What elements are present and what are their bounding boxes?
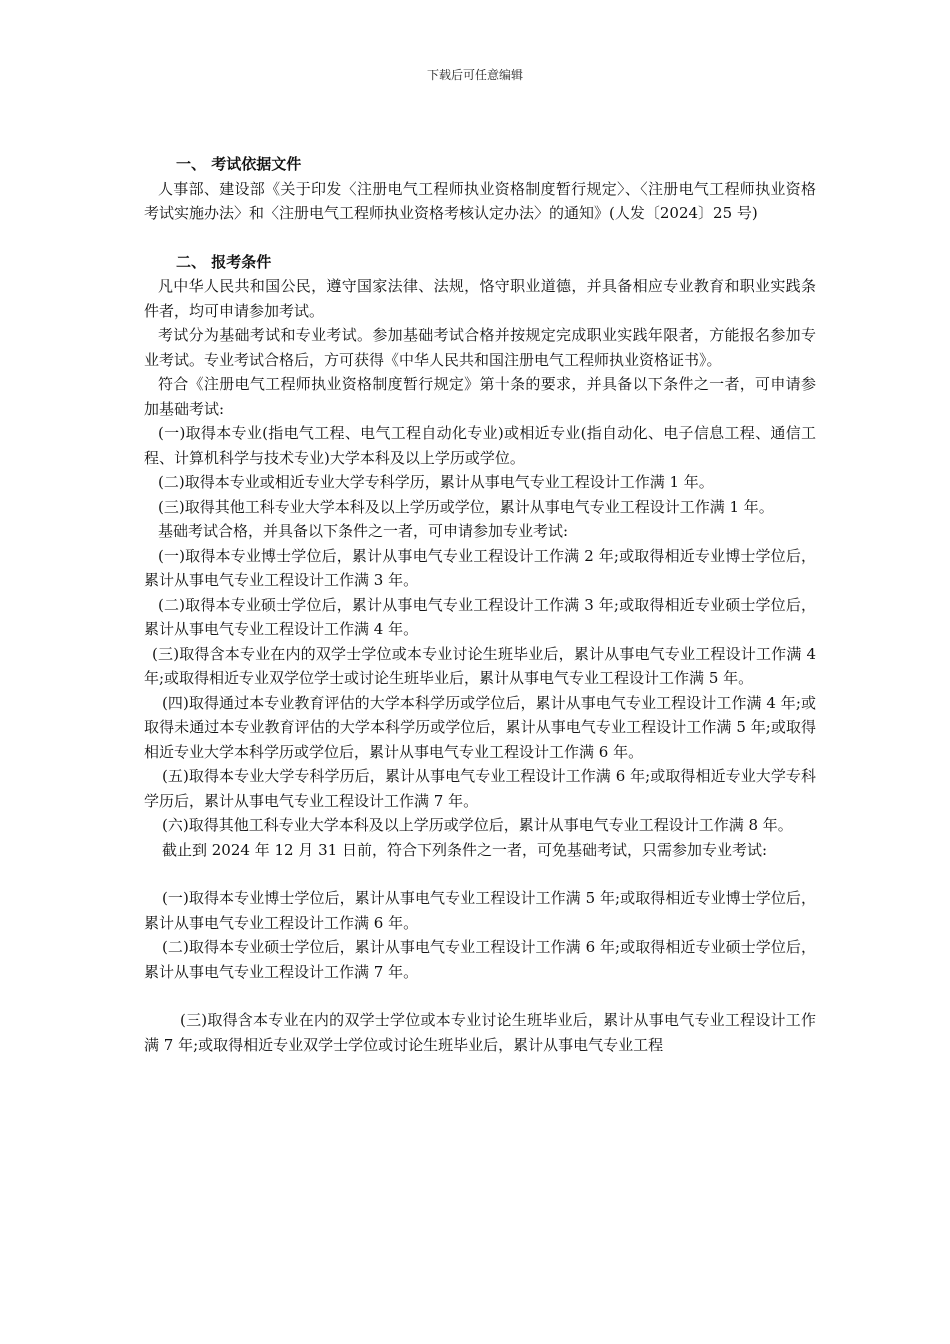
paragraph-eligibility: 凡中华人民共和国公民，遵守国家法律、法规，恪守职业道德，并具备相应专业教育和职业实践条件者，均可申请参加考试。	[144, 277, 816, 320]
professional-condition-2: (二)取得本专业硕士学位后，累计从事电气专业工程设计工作满 3 年;或取得相近专业硕士学位后，累计从事电气专业工程设计工作满 4 年。	[144, 595, 816, 638]
paragraph-basic-exam-intro: 符合《注册电气工程师执业资格制度暂行规定》第十条的要求，并具备以下条件之一者，可申请参加基础考试:	[144, 375, 816, 418]
paragraph-exam-structure: 考试分为基础考试和专业考试。参加基础考试合格并按规定完成职业实践年限者，方能报名参加专业考试。专业考试合格后，方可获得《中华人民共和国注册电气工程师执业资格证书》。	[144, 326, 816, 369]
spacer	[144, 226, 816, 250]
spacer	[144, 984, 816, 1008]
document-body	[144, 152, 816, 1057]
professional-condition-3: (三)取得含本专业在内的双学士学位或本专业讨论生班毕业后，累计从事电气专业工程设计工作满 4 年;或取得相近专业双学位学士或讨论生班毕业后，累计从事电气专业工程设计工作满 5 年。	[144, 644, 816, 687]
professional-condition-4: (四)取得通过本专业教育评估的大学本科学历或学位后，累计从事电气专业工程设计工作满 4 年;或取得未通过本专业教育评估的大学本科学历或学位后，累计从事电气专业工程设计工作满 5 年;或取得相近专业大学本科学历或学位后，累计从事电气专业工程设计工作满 6 年。	[144, 693, 816, 761]
professional-condition-1: (一)取得本专业博士学位后，累计从事电气专业工程设计工作满 2 年;或取得相近专业博士学位后，累计从事电气专业工程设计工作满 3 年。	[144, 546, 816, 589]
professional-condition-5: (五)取得本专业大学专科学历后，累计从事电气专业工程设计工作满 6 年;或取得相近专业大学专科学历后，累计从事电气专业工程设计工作满 7 年。	[144, 767, 816, 810]
section-1-heading: 一、 考试依据文件	[176, 155, 302, 173]
page-header: 下载后可任意编辑	[426, 68, 523, 82]
paragraph-exemption-intro: 截止到 2024 年 12 月 31 日前，符合下列条件之一者，可免基础考试，只需参加专业考试:	[162, 840, 768, 859]
exemption-condition-1: (一)取得本专业博士学位后，累计从事电气专业工程设计工作满 5 年;或取得相近专业博士学位后，累计从事电气专业工程设计工作满 6 年。	[144, 889, 816, 932]
basic-condition-3: (三)取得其他工科专业大学本科及以上学历或学位，累计从事电气专业工程设计工作满 1 年。	[158, 497, 774, 516]
spacer	[144, 862, 816, 886]
exemption-condition-3: (三)取得含本专业在内的双学士学位或本专业讨论生班毕业后，累计从事电气专业工程设计工作满 7 年;或取得相近专业双学士学位或讨论生班毕业后，累计从事电气专业工程	[144, 1011, 816, 1054]
basic-condition-1: (一)取得本专业(指电气工程、电气工程自动化专业)或相近专业(指自动化、电子信息工程、通信工程、计算机科学与技术专业)大学本科及以上学历或学位。	[144, 424, 816, 467]
section-2-heading: 二、 报考条件	[176, 252, 272, 271]
section-1-paragraph: 人事部、建设部《关于印发〈注册电气工程师执业资格制度暂行规定〉、〈注册电气工程师执业资格考试实施办法〉和〈注册电气工程师执业资格考核认定办法〉的通知》(人发〔2024〕25 号)	[144, 179, 816, 222]
paragraph-professional-exam-intro: 基础考试合格，并具备以下条件之一者，可申请参加专业考试:	[158, 522, 569, 540]
professional-condition-6: (六)取得其他工科专业大学本科及以上学历或学位后，累计从事电气专业工程设计工作满 8 年。	[162, 816, 793, 834]
exemption-condition-2: (二)取得本专业硕士学位后，累计从事电气专业工程设计工作满 6 年;或取得相近专业硕士学位后，累计从事电气专业工程设计工作满 7 年。	[144, 938, 816, 981]
basic-condition-2: (二)取得本专业或相近专业大学专科学历，累计从事电气专业工程设计工作满 1 年。	[158, 473, 714, 491]
